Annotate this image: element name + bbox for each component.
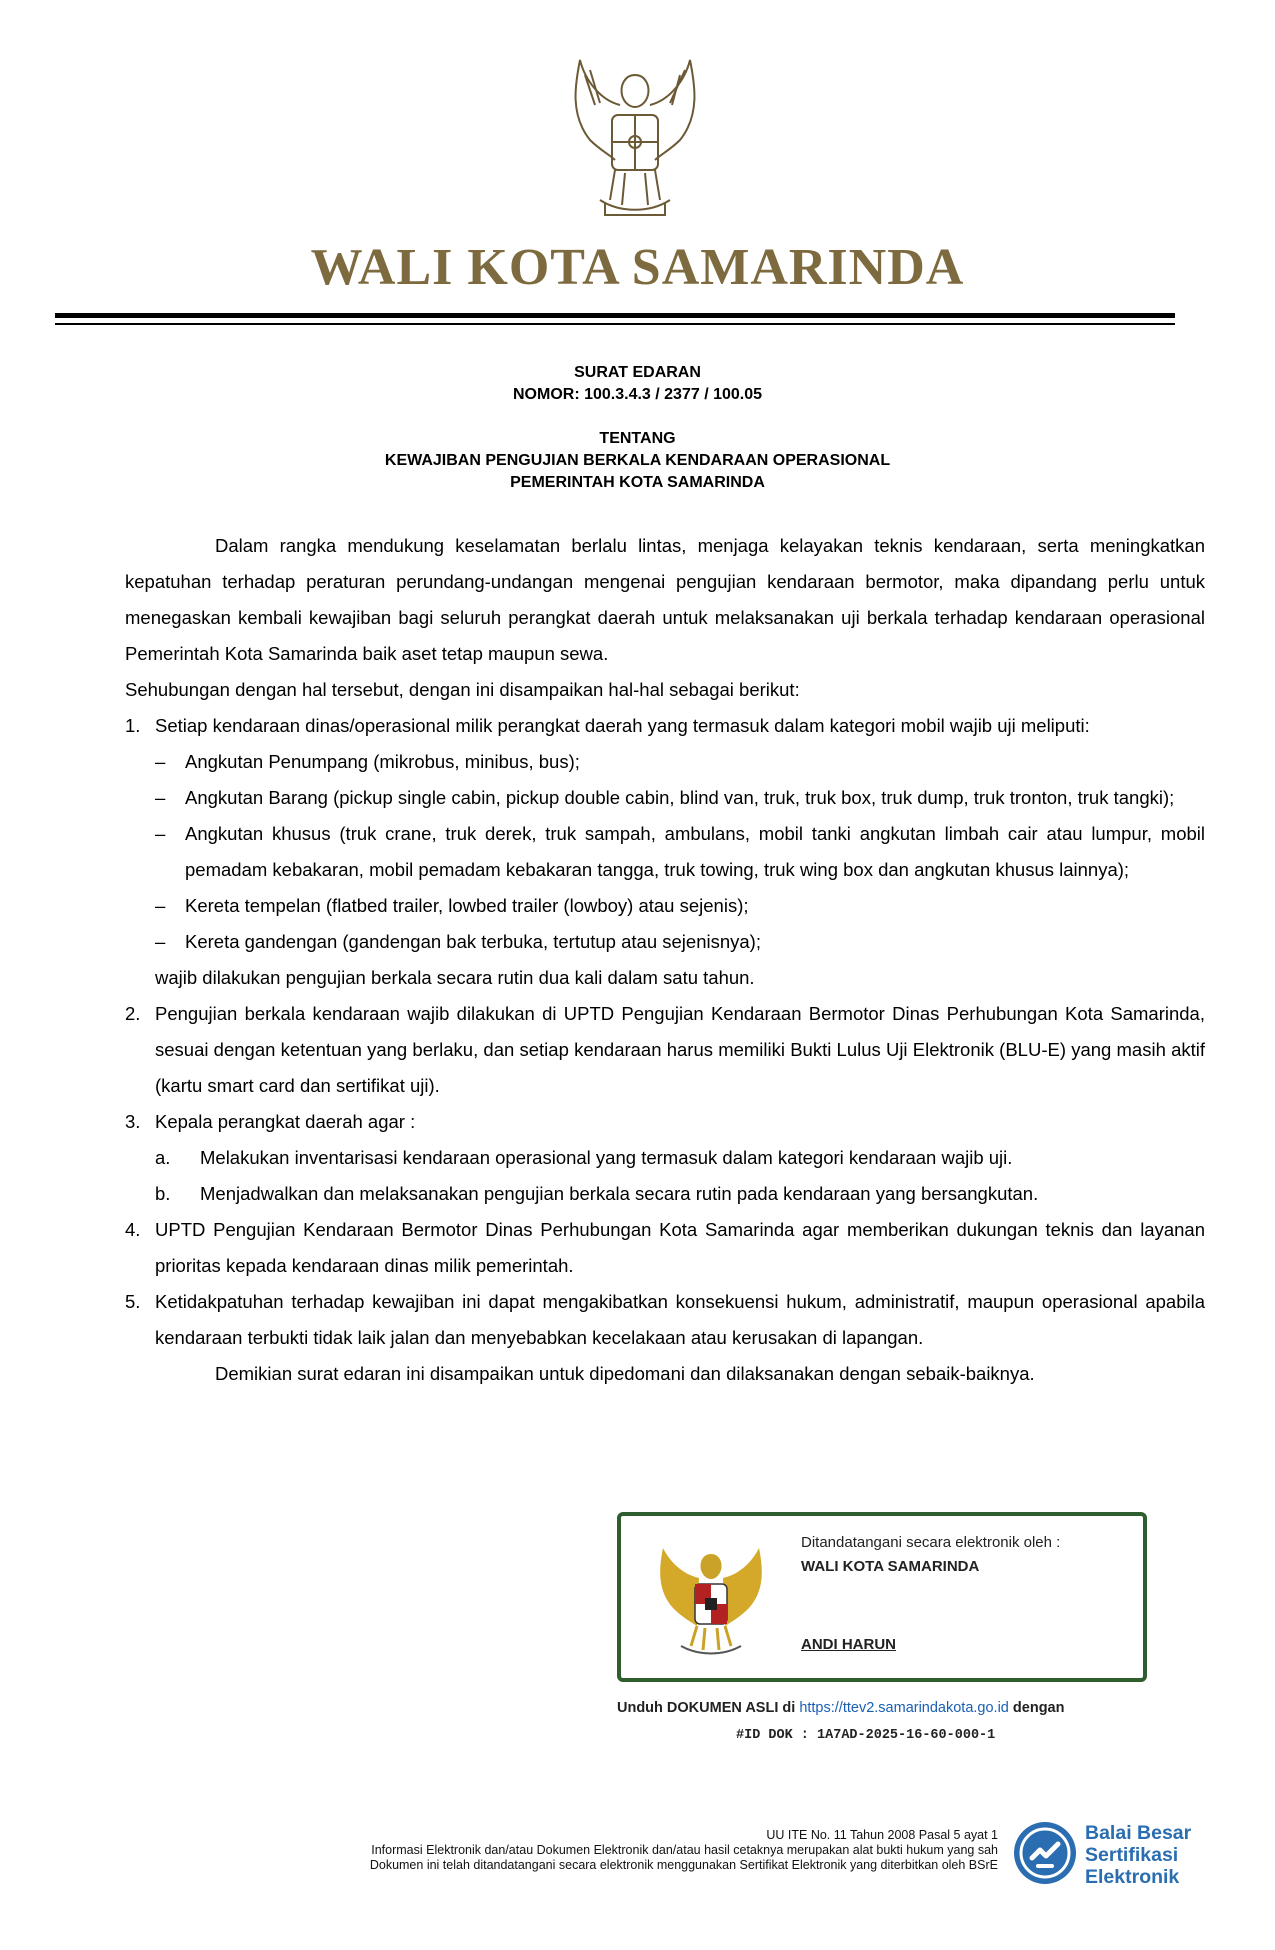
footer-line-3: Dokumen ini telah ditandatangani secara elektronik menggunakan Sertifikat Elektronik yang diterbitkan oleh BSrE [369,1858,998,1872]
doc-type: SURAT EDARAN [574,364,701,381]
doc-number: NOMOR: 100.3.4.3 / 2377 / 100.05 [512,386,763,403]
download-prefix: Unduh DOKUMEN ASLI di [617,1700,796,1716]
dash-item-text: Kereta tempelan (flatbed trailer, lowbed trailer (lowboy) atau sejenis); [185,895,749,916]
legal-footer [370,1828,998,1873]
doc-subject-line2: PEMERINTAH KOTA SAMARINDA [510,474,765,491]
list-item-text: Kepala perangkat daerah agar : [155,1111,416,1132]
doc-about: TENTANG [599,430,676,447]
list-item-closing: wajib dilakukan pengujian berkala secara rutin dua kali dalam satu tahun. [155,967,755,988]
dash-item-text: Angkutan khusus (truk crane, truk derek, truk sampah, ambulans, mobil tanki angkutan limbah cair atau lumpur, mobil pemadam kebakaran, mobil pemadam kebakaran tangga, truk towing, truk wing box dan angkutan khusus lainnya); [185,823,1205,880]
bsre-logo-icon [1010,1818,1080,1888]
list-item-3 [125,1104,1205,1212]
closing-paragraph: Demikian surat edaran ini disampaikan untuk dipedomani dan dilaksanakan dengan sebaik-baiknya. [215,1363,1035,1384]
footer-line-1: UU ITE No. 11 Tahun 2008 Pasal 5 ayat 1 [766,1828,998,1842]
dash-bullet: – [155,751,166,772]
intro-paragraph: Dalam rangka mendukung keselamatan berlalu lintas, menjaga kelayakan teknis kendaraan, serta meningkatkan kepatuhan terhadap peraturan perundang-undangan mengenai pengujian kendaraan bermotor, maka dipandang perlu untuk menegaskan kembali kewajiban bagi seluruh perangkat daerah untuk melaksanakan uji berkala terhadap kendaraan operasional Pemerintah Kota Samarinda baik aset tetap maupun sewa. [125,535,1205,664]
bsre-logo [1010,1818,1260,1898]
signed-by-label: Ditandatangani secara elektronik oleh : [801,1534,1061,1551]
letter-item-text: Melakukan inventarisasi kendaraan operasional yang termasuk dalam kategori kendaraan wajib uji. [200,1147,1013,1168]
e-signature-box [617,1512,1147,1682]
list-number: 1. [125,715,141,736]
letterhead-rule-thick [55,313,1175,318]
bsre-line-2: Sertifikasi [1085,1844,1179,1866]
dash-item-text: Angkutan Penumpang (mikrobus, minibus, bus); [185,751,580,772]
download-suffix: dengan [1012,1700,1065,1716]
list-item-5 [125,1284,1205,1356]
document-id: #ID DOK : 1A7AD-2025-16-60-000-1 [736,1728,996,1743]
dash-item-text: Kereta gandengan (gandengan bak terbuka, tertutup atau sejenisnya); [185,931,761,952]
list-item-1 [125,708,1205,996]
dash-item [155,924,1205,960]
list-number: 4. [125,1219,141,1240]
list-number: 3. [125,1111,141,1132]
list-item-4 [125,1212,1205,1284]
lead-paragraph: Sehubungan dengan hal tersebut, dengan ini disampaikan hal-hal sebagai berikut: [125,679,800,700]
garuda-emblem-icon [560,55,710,235]
list-item-text: Setiap kendaraan dinas/operasional milik perangkat daerah yang termasuk dalam kategori mobil wajib uji meliputi: [155,715,1090,736]
dash-item [155,780,1205,816]
dash-item [155,888,1205,924]
dash-bullet: – [155,823,166,844]
footer-line-2: Informasi Elektronik dan/atau Dokumen Elektronik dan/atau hasil cetaknya merupakan alat bukti hukum yang sah [371,1843,998,1857]
list-item-2 [125,996,1205,1104]
dash-bullet: – [155,931,166,952]
dash-item [155,816,1205,888]
bsre-line-1: Balai Besar [1085,1822,1192,1844]
letter-marker: b. [155,1183,171,1204]
list-number: 2. [125,1003,141,1024]
dash-item-text: Angkutan Barang (pickup single cabin, pickup double cabin, blind van, truk, truk box, truk dump, truk tronton, truk tangki); [185,787,1175,808]
dash-item [155,744,1205,780]
garuda-emblem-icon [651,1546,771,1661]
dash-bullet: – [155,787,166,808]
doc-subject-line1: KEWAJIBAN PENGUJIAN BERKALA KENDARAAN OPERASIONAL [384,452,891,469]
download-link[interactable]: https://ttev2.samarindakota.go.id [799,1700,1009,1716]
letter-item-text: Menjadwalkan dan melaksanakan pengujian berkala secara rutin pada kendaraan yang bersangkutan. [200,1183,1039,1204]
letter-body [125,528,1205,1392]
list-item-text: UPTD Pengujian Kendaraan Bermotor Dinas Perhubungan Kota Samarinda agar memberikan dukungan teknis dan layanan prioritas kepada kendaraan dinas milik pemerintah. [155,1219,1205,1276]
letter-item [155,1140,1205,1176]
letterhead-rule-thin [55,323,1175,325]
letter-marker: a. [155,1147,171,1168]
letterhead-title: WALI KOTA SAMARINDA [310,239,965,296]
signer-name: ANDI HARUN [801,1636,896,1653]
bsre-line-3: Elektronik [1085,1866,1180,1888]
list-item-text: Pengujian berkala kendaraan wajib dilakukan di UPTD Pengujian Kendaraan Bermotor Dinas Perhubungan Kota Samarinda, sesuai dengan ketentuan yang berlaku, dan setiap kendaraan harus memiliki Bukti Lulus Uji Elektronik (BLU-E) yang masih aktif (kartu smart card dan sertifikat uji). [155,1003,1205,1096]
list-item-text: Ketidakpatuhan terhadap kewajiban ini dapat mengakibatkan konsekuensi hukum, administratif, maupun operasional apabila kendaraan terbukti tidak laik jalan dan menyebabkan kecelakaan atau kerusakan di lapangan. [155,1291,1205,1348]
download-line [617,1700,1064,1716]
list-number: 5. [125,1291,141,1312]
letter-item [155,1176,1205,1212]
dash-bullet: – [155,895,166,916]
signer-office: WALI KOTA SAMARINDA [801,1558,980,1575]
